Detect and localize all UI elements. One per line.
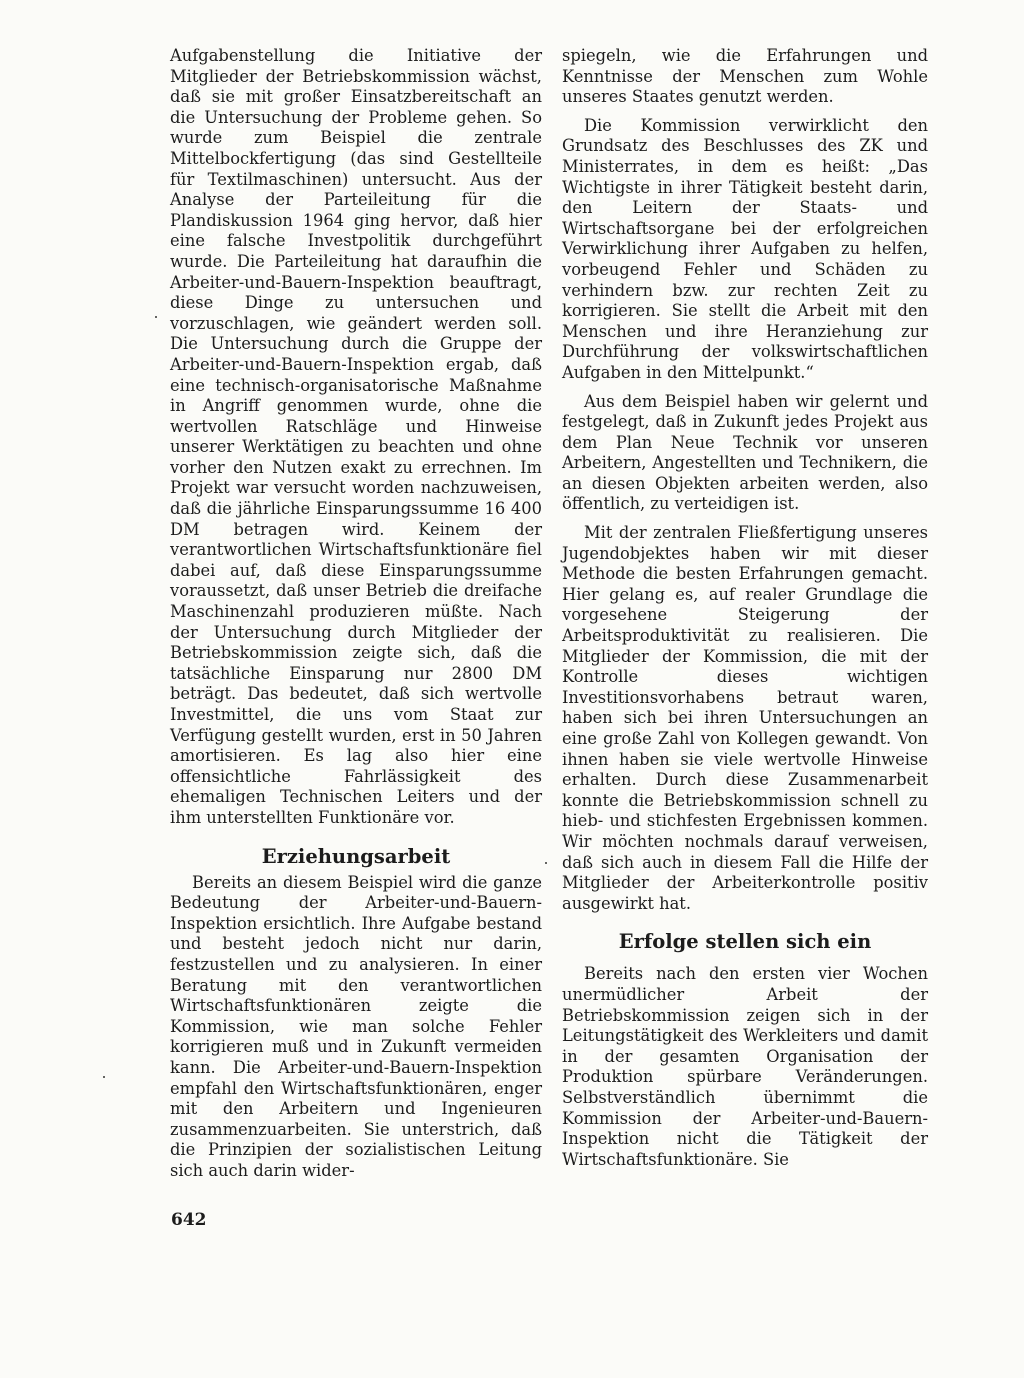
right-column [562,46,928,1170]
left-paragraph-1: Aufgabenstellung die Initiative der Mitglieder der Betriebskommission wächst, daß sie mit großer Einsatzbereitschaft an die Untersuchung der Probleme gehen. So wurde zum Beispiel die zentrale Mittelbockfertigung (das sind Gestellteile für Textilmaschinen) untersucht. Aus der Analyse der Parteileitung für die Plandiskussion 1964 ging hervor, daß hier eine falsche Investpolitik durchgeführt wurde. Die Parteileitung hat daraufhin die Arbeiter-und-Bauern-Inspektion beauftragt, diese Dinge zu untersuchen und vorzuschlagen, wie geändert werden soll. Die Untersuchung durch die Gruppe der Arbeiter-und-Bauern-Inspektion ergab, daß eine technisch-organisatorische Maßnahme in Angriff genommen wurde, ohne die wertvollen Ratschläge und Hinweise unserer Werktätigen zu beachten und ohne vorher den Nutzen exakt zu errechnen. Im Projekt war versucht worden nachzuweisen, daß die jährliche Einsparungssumme 16 400 DM betragen wird. Keinem der verantwortlichen Wirtschaftsfunktionäre fiel dabei auf, daß diese Einsparungssumme voraussetzt, daß unser Betrieb die dreifache Maschinenzahl produzieren müßte. Nach der Untersuchung durch Mitglieder der Betriebskommission zeigte sich, daß die tatsächliche Einsparung nur 2800 DM beträgt. Das bedeutet, daß sich wertvolle Investmittel, die uns vom Staat zur Verfügung gestellt wurden, erst in 50 Jahren amortisieren. Es lag also hier eine offensichtliche Fahrlässigkeit des ehemaligen Technischen Leiters und der ihm unterstellten Funktionäre vor. [170,46,542,827]
scan-speck [155,316,157,318]
scan-speck [103,1076,105,1078]
section-heading-erfolge: Erfolge stellen sich ein [618,930,872,954]
page-number: 642 [171,1210,207,1230]
right-paragraph-2: Die Kommission verwirklicht den Grundsatz des Beschlusses des ZK und Ministerrates, in dem es heißt: „Das Wichtigste in ihrer Tätigkeit besteht darin, den Leitern der Staats- und Wirtschaftsorgane bei der erfolgreichen Verwirklichung ihrer Aufgaben zu helfen, vorbeugend Fehler und Schäden zu verhindern bzw. zur rechten Zeit zu korrigieren. Sie stellt die Arbeit mit den Menschen und ihre Heranziehung zur Durchführung der volkswirtschaftlichen Aufgaben in den Mittelpunkt.“ [562,115,928,382]
section-heading-erziehungsarbeit: Erziehungsarbeit [261,844,451,868]
left-column [170,46,542,1181]
left-paragraph-2: Bereits an diesem Beispiel wird die ganze Bedeutung der Arbeiter-und-Bauern-Inspektion ersichtlich. Ihre Aufgabe bestand und besteht jedoch nicht nur darin, festzustellen und zu analysieren. In einer Beratung mit den verantwortlichen Wirtschaftsfunktionären zeigte die Kommission, wie man solche Fehler korrigieren muß und in Zukunft vermeiden kann. Die Arbeiter-und-Bauern-Inspektion empfahl den Wirtschaftsfunktionären, enger mit den Arbeitern und Ingenieuren zusammenzuarbeiten. Sie unterstrich, daß die Prinzipien der sozialistischen Leitung sich auch darin wider- [170,872,542,1180]
right-paragraph-3: Aus dem Beispiel haben wir gelernt und festgelegt, daß in Zukunft jedes Projekt aus dem Plan Neue Technik vor unseren Arbeitern, Angestellten und Technikern, die an diesen Objekten arbeiten werden, also öffentlich, zu verteidigen ist. [562,391,928,514]
scan-speck [545,862,547,864]
right-paragraph-4: Mit der zentralen Fließfertigung unseres Jugendobjektes haben wir mit dieser Methode die besten Erfahrungen gemacht. Hier gelang es, auf realer Grundlage die vorgesehene Steigerung der Arbeitsproduktivität zu realisieren. Die Mitglieder der Kommission, die mit der Kontrolle dieses wichtigen Investitionsvorhabens betraut waren, haben sich bei ihren Untersuchungen an eine große Zahl von Kollegen gewandt. Von ihnen haben sie viele wertvolle Hinweise erhalten. Durch diese Zusammenarbeit konnte die Betriebskommission schnell zu hieb- und stichfesten Ergebnissen kommen. Wir möchten nochmals darauf verweisen, daß sich auch in diesem Fall die Hilfe der Mitglieder der Arbeiterkontrolle positiv ausgewirkt hat. [562,523,928,913]
right-paragraph-5: Bereits nach den ersten vier Wochen unermüdlicher Arbeit der Betriebskommission zeigen sich in der Leitungstätigkeit des Werkleiters und damit in der gesamten Organisation der Produktion spürbare Veränderungen. Selbstverständlich übernimmt die Kommission der Arbeiter-und-Bauern-Inspektion nicht die Tätigkeit der Wirtschaftsfunktionäre. Sie [562,964,928,1169]
right-paragraph-1: spiegeln, wie die Erfahrungen und Kenntnisse der Menschen zum Wohle unseres Staates genutzt werden. [562,46,928,107]
